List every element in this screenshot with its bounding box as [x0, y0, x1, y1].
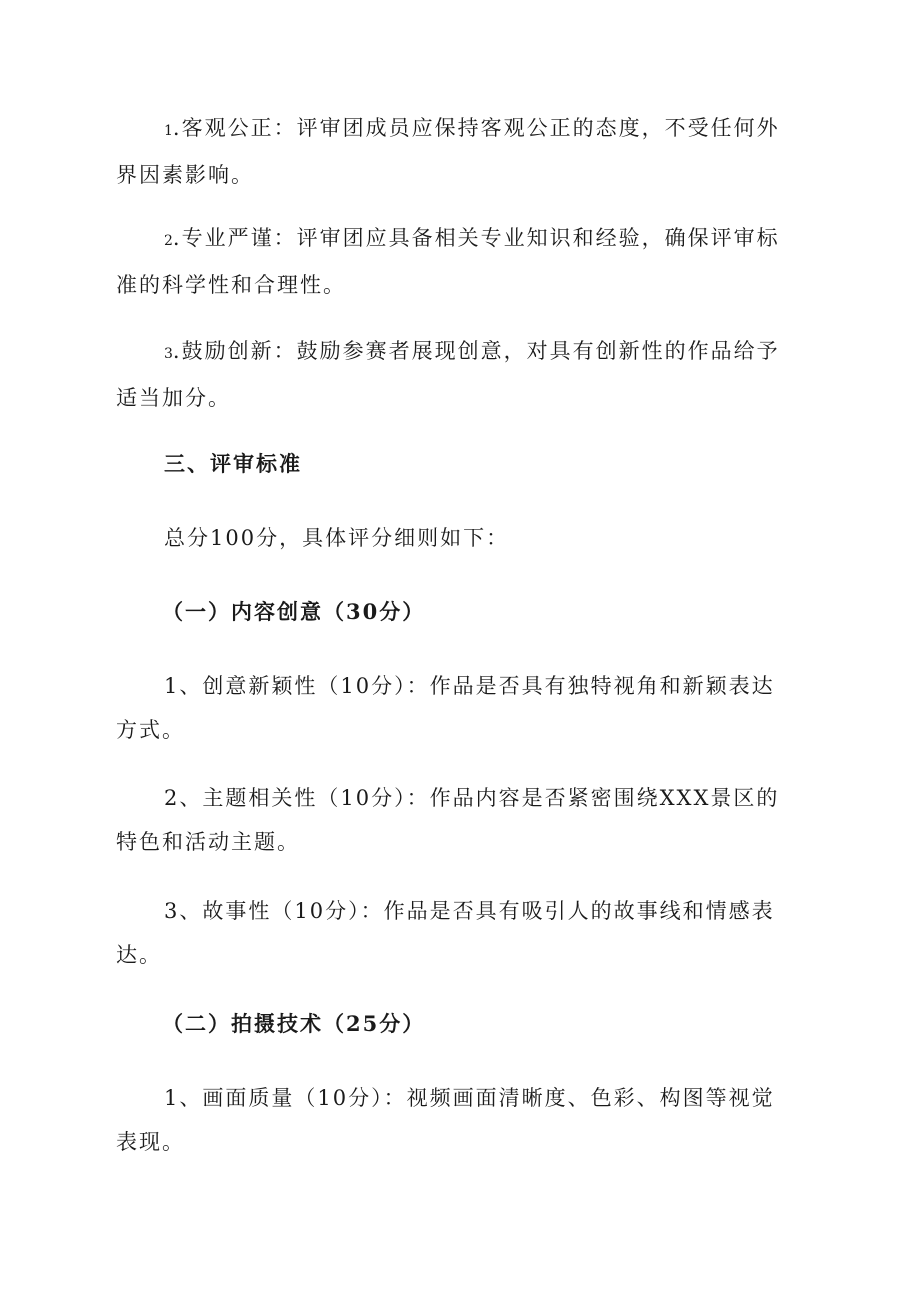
criteria-item-creativity-novelty: 1、创意新颖性（10分）：作品是否具有独特视角和新颖表达方式。: [116, 674, 775, 742]
section-heading-review-criteria: 三、评审标准: [164, 451, 302, 476]
principle-2-number: 2: [164, 233, 173, 249]
principle-3: [116, 329, 792, 420]
criteria-item-theme-relevance: 2、主题相关性（10分）：作品内容是否紧密围绕XXX景区的特色和活动主题。: [116, 786, 780, 854]
criteria-item-picture-quality: 1、画面质量（10分）：视频画面清晰度、色彩、构图等视觉表现。: [116, 1086, 775, 1154]
subheading-shooting-technique: （二）拍摄技术（25分）: [162, 1011, 426, 1036]
principle-1: [116, 106, 792, 197]
principle-2-text: .专业严谨：评审团应具备相关专业知识和经验，确保评审标准的科学性和合理性。: [116, 226, 780, 297]
subheading-content-creativity: （一）内容创意（30分）: [162, 599, 426, 624]
principle-1-number: 1: [164, 123, 173, 139]
total-score-line: 总分100分，具体评分细则如下：: [164, 526, 510, 550]
principle-3-number: 3: [164, 346, 173, 362]
principle-2: [116, 216, 792, 307]
principle-1-text: .客观公正：评审团成员应保持客观公正的态度，不受任何外界因素影响。: [116, 116, 780, 187]
principle-3-text: .鼓励创新：鼓励参赛者展现创意，对具有创新性的作品给予适当加分。: [116, 339, 780, 410]
criteria-item-storytelling: 3、故事性（10分）：作品是否具有吸引人的故事线和情感表达。: [116, 899, 775, 967]
